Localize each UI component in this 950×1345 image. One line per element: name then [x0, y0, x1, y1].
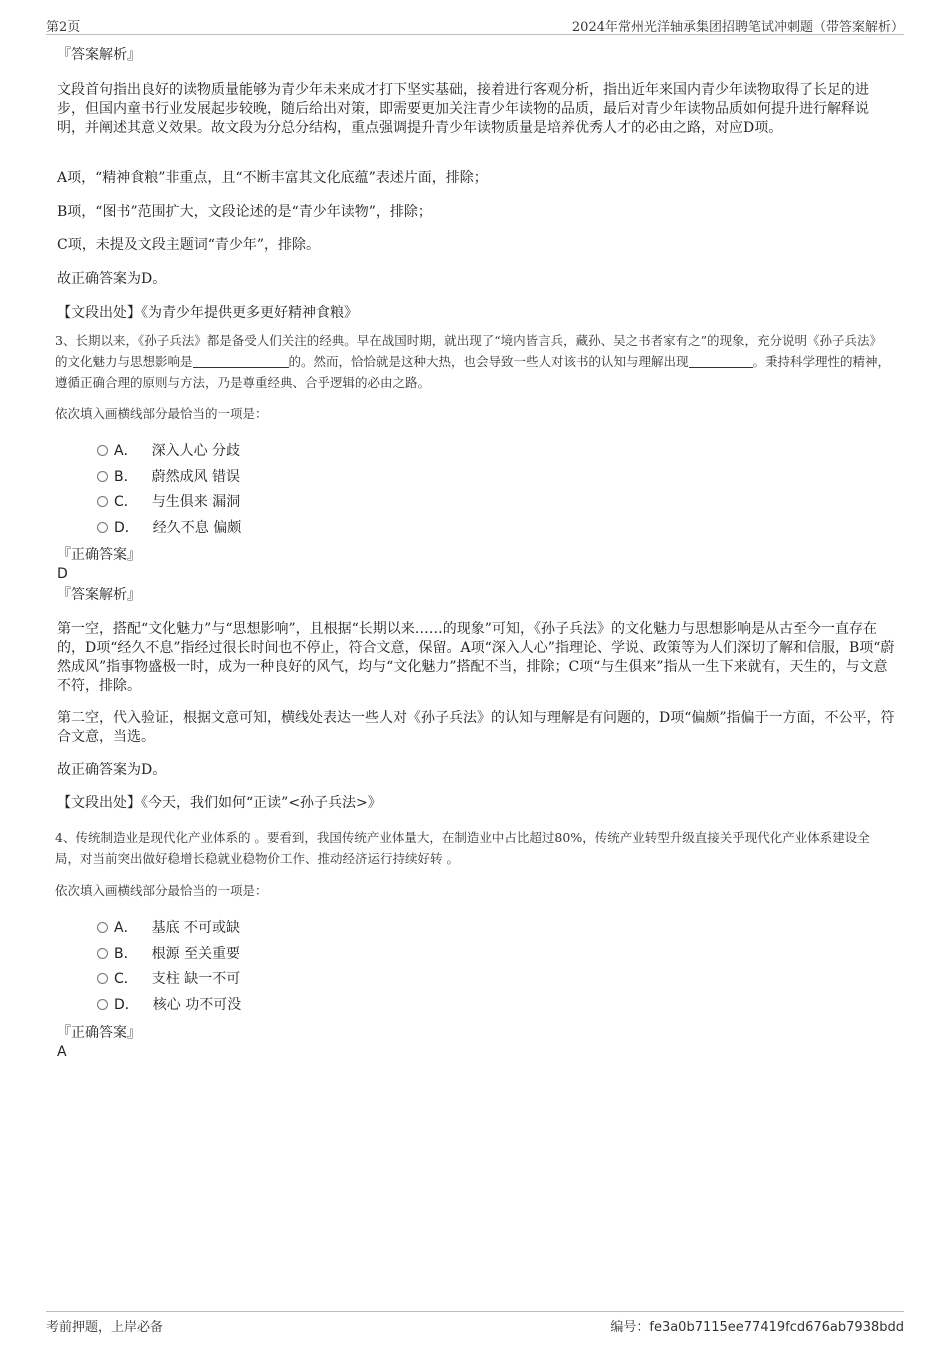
q3-option-d[interactable]: D． 经久不息 偏颇: [97, 518, 241, 538]
radio-icon[interactable]: [97, 973, 108, 984]
q3-stem: [55, 330, 893, 393]
q2-source: 【文段出处】《为青少年提供更多更好精神食粮》: [57, 305, 358, 321]
q3-source: 【文段出处】《今天，我们如何“正读”<孙子兵法>》: [57, 795, 382, 811]
q4-stem: 4、传统制造业是现代化产业体系的 。要看到，我国传统产业体量大，在制造业中占比超过80%，传统产业转型升级直接关乎现代化产业体系建设全局，对当前突出做好稳增长稳就业稳物价工作、推动经济运行持续好转 。: [55, 830, 870, 866]
radio-icon[interactable]: [97, 496, 108, 507]
radio-icon[interactable]: [97, 999, 108, 1010]
q3-stem-part2: 的。然而，恰恰就是这种大热，也会导致一些人对该书的认知与理解出现: [288, 354, 689, 369]
q2-analysis-option-c: C项，未提及文段主题词“青少年”，排除。: [57, 237, 321, 253]
footer-code-label: 编号：: [610, 1320, 650, 1335]
radio-icon[interactable]: [97, 948, 108, 959]
q2-conclusion: 故正确答案为D。: [57, 271, 167, 287]
q4-option-d[interactable]: D． 核心 功不可没: [97, 995, 241, 1015]
q3-answer-heading: 『正确答案』: [57, 547, 141, 563]
q4-option-b[interactable]: B． 根源 至关重要: [97, 944, 240, 964]
q3-prompt: 依次填入画横线部分最恰当的一项是：: [55, 406, 268, 421]
radio-icon[interactable]: [97, 522, 108, 533]
q3-option-b[interactable]: B． 蔚然成风 错误: [97, 467, 240, 487]
q3-analysis-paragraph-2: 第二空，代入验证，根据文意可知，横线处表达一些人对《孙子兵法》的认知与理解是有问题的，D项“偏颇”指偏于一方面，不公平，符合文意，当选。: [57, 710, 895, 745]
radio-icon[interactable]: [97, 471, 108, 482]
q3-answer: D: [57, 566, 68, 582]
radio-icon[interactable]: [97, 445, 108, 456]
q2-analysis-option-a: A项，“精神食粮”非重点，且“不断丰富其文化底蕴”表述片面，排除；: [57, 170, 488, 186]
q4-option-c[interactable]: C． 支柱 缺一不可: [97, 969, 240, 989]
footer-code-value: fe3a0b7115ee77419fcd676ab7938bdd: [649, 1320, 904, 1335]
q2-analysis-option-b: B项，“图书”范围扩大，文段论述的是“青少年读物”，排除；: [57, 204, 432, 220]
page-number: 第2页: [46, 20, 81, 35]
q3-option-a[interactable]: A． 深入人心 分歧: [97, 441, 240, 461]
q3-option-c[interactable]: C． 与生俱来 漏洞: [97, 492, 240, 512]
q3-stem-part3: 。秉持科学理性的精神，遵循正确合理的原则与方法，乃是尊重经典、合乎逻辑的必由之路。: [55, 354, 891, 390]
q2-analysis-heading: 『答案解析』: [57, 47, 141, 63]
q3-analysis-paragraph-1: 第一空，搭配“文化魅力”与“思想影响”，且根据“长期以来……的现象”可知，《孙子兵法》的文化魅力与思想影响是从古至今一直存在的，D项“经久不息”指经过很长时间也不停止，符合文意，保留。A项“深入人心”指理论、学说、政策等为人们深切了解和信服，B项“蔚然成风”指事物盛极一时，成为一种良好的风气，均与“文化魅力”搭配不当，排除；C项“与生俱来”指从一生下来就有，天生的，与文意不符，排除。: [57, 621, 895, 694]
page-header: [46, 14, 904, 35]
footer-code: [610, 1316, 904, 1335]
q3-conclusion: 故正确答案为D。: [57, 762, 167, 778]
q4-answer-heading: 『正确答案』: [57, 1025, 141, 1041]
q4-answer: A: [57, 1044, 67, 1060]
radio-icon[interactable]: [97, 922, 108, 933]
q3-blank-1: [193, 354, 289, 368]
q3-analysis-heading: 『答案解析』: [57, 587, 141, 603]
q4-prompt: 依次填入画横线部分最恰当的一项是：: [55, 883, 268, 898]
page-footer: [46, 1311, 904, 1336]
q2-analysis-paragraph: 文段首句指出良好的读物质量能够为青少年未来成才打下坚实基础，接着进行客观分析，指出近年来国内青少年读物取得了长足的进步，但国内童书行业发展起步较晚，随后给出对策，即需要更加关注青少年读物的品质，最后对青少年读物品质如何提升进行解释说明，并阐述其意义效果。故文段为分总分结构，重点强调提升青少年读物质量是培养优秀人才的必由之路，对应D项。: [57, 82, 869, 136]
q3-blank-2: [689, 354, 753, 368]
q3-stem-part1: 3、长期以来，《孙子兵法》都是备受人们关注的经典。早在战国时期，就出现了“境内皆言兵，藏孙、吴之书者家有之”的现象，充分说明《孙子兵法》的文化魅力与思想影响是: [55, 333, 882, 369]
q4-option-a[interactable]: A． 基底 不可或缺: [97, 918, 240, 938]
document-title: 2024年常州光洋轴承集团招聘笔试冲刺题（带答案解析）: [571, 20, 904, 35]
footer-slogan: 考前押题，上岸必备: [46, 1320, 164, 1335]
